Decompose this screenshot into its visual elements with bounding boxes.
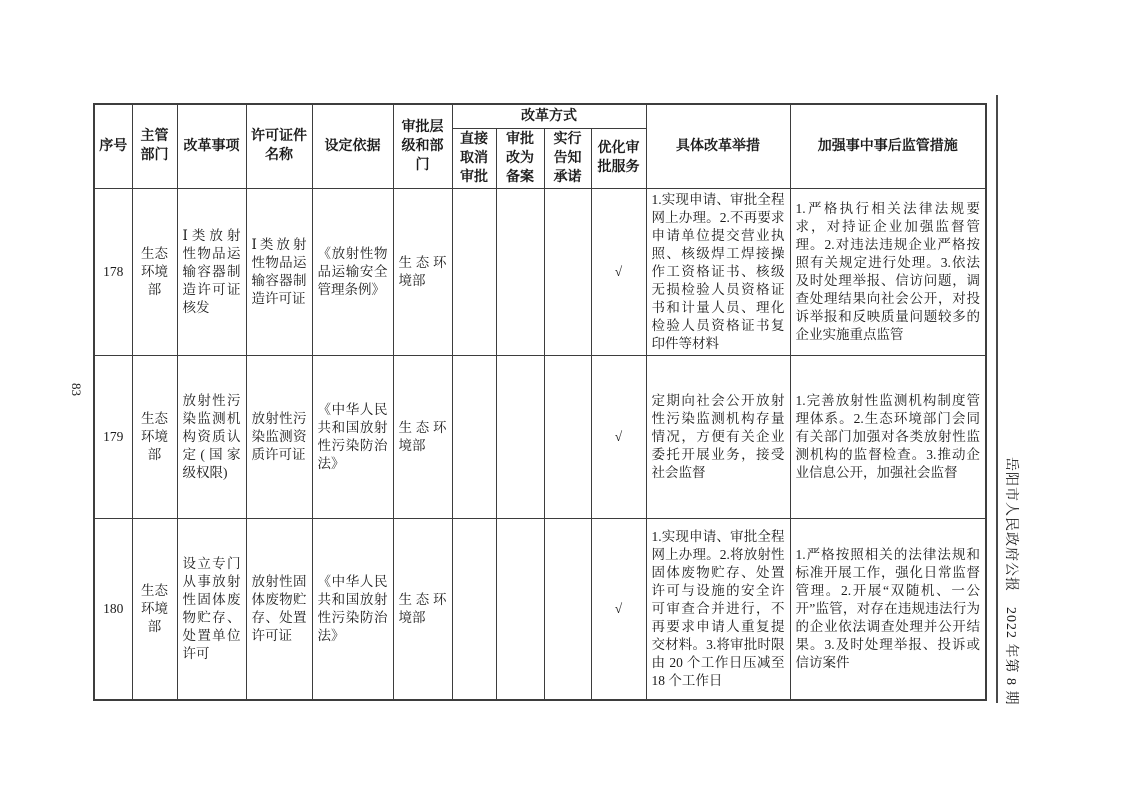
legal-basis-cell: 《中华人民共和国放射性污染防治法》 xyxy=(312,355,393,518)
optimize-service-checkmark-cell: √ xyxy=(591,188,646,355)
reform-item-cell: 放射性污染监测机构资质认定(国家级权限) xyxy=(177,355,246,518)
table-row xyxy=(94,355,986,518)
table-row xyxy=(94,188,986,355)
cancel-approval-cell xyxy=(452,188,496,355)
cancel-approval-cell xyxy=(452,355,496,518)
notification-commitment-cell xyxy=(544,518,591,700)
header-certificate-name: 许可证件名称 xyxy=(246,104,312,188)
header-reform-mode-group: 改革方式 xyxy=(452,104,646,128)
row-number-cell: 180 xyxy=(94,518,132,700)
table-row xyxy=(94,518,986,700)
page-number: 83 xyxy=(69,383,84,396)
approval-level-cell: 生态环境部 xyxy=(393,188,452,355)
supervision-measures-cell: 1.完善放射性监测机构制度管理体系。2.生态环境部门会同有关部门加强对各类放射性监测机构的监督检查。3.推动企业信息公开，加强社会监督 xyxy=(790,355,986,518)
header-notification-commitment: 实行告知承诺 xyxy=(544,128,591,188)
header-measures: 具体改革举措 xyxy=(646,104,790,188)
approval-level-cell: 生态环境部 xyxy=(393,355,452,518)
header-cancel-approval: 直接取消审批 xyxy=(452,128,496,188)
journal-title-vertical: 岳阳市人民政府公报 2022 年第 8 期 xyxy=(1003,457,1018,706)
header-supervision: 加强事中事后监管措施 xyxy=(790,104,986,188)
header-row-top xyxy=(94,104,986,128)
certificate-name-cell: 放射性固体废物贮存、处置许可证 xyxy=(246,518,312,700)
certificate-name-cell: Ⅰ类放射性物品运输容器制造许可证 xyxy=(246,188,312,355)
to-filing-cell xyxy=(496,188,544,355)
legal-basis-cell: 《放射性物品运输安全管理条例》 xyxy=(312,188,393,355)
row-number-cell: 179 xyxy=(94,355,132,518)
legal-basis-cell: 《中华人民共和国放射性污染防治法》 xyxy=(312,518,393,700)
department-cell: 生态环境部 xyxy=(132,355,177,518)
reform-items-table xyxy=(93,103,987,701)
reform-measures-cell: 定期向社会公开放射性污染监测机构存量情况，方便有关企业委托开展业务，接受社会监督 xyxy=(646,355,790,518)
department-cell: 生态环境部 xyxy=(132,188,177,355)
reform-measures-cell: 1.实现申请、审批全程网上办理。2.将放射性固体废物贮存、处置许可与设施的安全许可审查合并进行，不再要求申请人重复提交材料。3.将审批时限由 20 个工作日压减至 18 个工作日 xyxy=(646,518,790,700)
to-filing-cell xyxy=(496,518,544,700)
reform-item-cell: Ⅰ类放射性物品运输容器制造许可证核发 xyxy=(177,188,246,355)
notification-commitment-cell xyxy=(544,188,591,355)
row-number-cell: 178 xyxy=(94,188,132,355)
to-filing-cell xyxy=(496,355,544,518)
certificate-name-cell: 放射性污染监测资质许可证 xyxy=(246,355,312,518)
reform-item-cell: 设立专门从事放射性固体废物贮存、处置单位许可 xyxy=(177,518,246,700)
header-legal-basis: 设定依据 xyxy=(312,104,393,188)
supervision-measures-cell: 1.严格按照相关的法律法规和标准开展工作，强化日常监督管理。2.开展“双随机、一公开”监管，对存在违规违法行为的企业依法调查处理并公开结果。3.及时处理举报、投诉或信访案件 xyxy=(790,518,986,700)
reform-measures-cell: 1.实现申请、审批全程网上办理。2.不再要求申请单位提交营业执照、核级焊工焊接操作工资格证书、核级无损检验人员资格证书和计量人员、理化检验人员资格证书复印件等材料 xyxy=(646,188,790,355)
header-reform-item: 改革事项 xyxy=(177,104,246,188)
approval-level-cell: 生态环境部 xyxy=(393,518,452,700)
header-department: 主管部门 xyxy=(132,104,177,188)
supervision-measures-cell: 1.严格执行相关法律法规要求，对持证企业加强监督管理。2.对违法违规企业严格按照有关规定进行处理。3.依法及时处理举报、信访问题，调查处理结果向社会公开，对投诉举报和反映质量问题较多的企业实施重点监管 xyxy=(790,188,986,355)
header-approval-level: 审批层级和部门 xyxy=(393,104,452,188)
optimize-service-checkmark-cell: √ xyxy=(591,355,646,518)
notification-commitment-cell xyxy=(544,355,591,518)
department-cell: 生态环境部 xyxy=(132,518,177,700)
header-optimize-service: 优化审批服务 xyxy=(591,128,646,188)
cancel-approval-cell xyxy=(452,518,496,700)
header-serial: 序号 xyxy=(94,104,132,188)
sidebar-divider-rule xyxy=(996,95,998,703)
optimize-service-checkmark-cell: √ xyxy=(591,518,646,700)
header-to-filing: 审批改为备案 xyxy=(496,128,544,188)
